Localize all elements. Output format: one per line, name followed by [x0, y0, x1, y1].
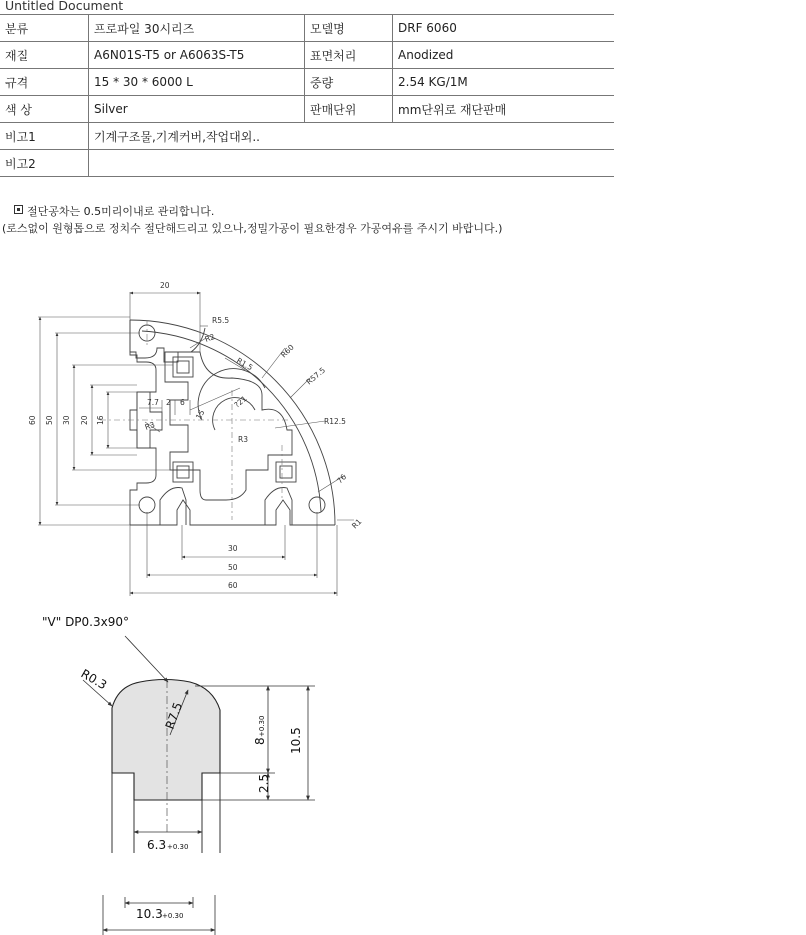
- notice-text-1: 절단공차는 0.5미리이내로 관리합니다.: [27, 205, 215, 218]
- dim-h25: 2.5: [257, 773, 271, 793]
- remark1-label: 비고1: [0, 123, 89, 150]
- remark2-label: 비고2: [0, 150, 89, 177]
- center-boss: [198, 369, 265, 420]
- remark1-value: 기계구조물,기계커버,작업대외..: [89, 123, 615, 150]
- dim-r575: R57.5: [304, 365, 328, 387]
- bottom-slot: [160, 488, 186, 526]
- dim-v16: 16: [96, 415, 105, 425]
- dim-15: 15: [193, 408, 207, 421]
- dim-b50: 50: [228, 563, 238, 572]
- dim-v30: 30: [62, 415, 71, 425]
- center-lines: [100, 320, 290, 520]
- dim-76: 76: [335, 472, 349, 486]
- profile-outer-arc: [130, 320, 335, 525]
- spec-value: 15 * 30 * 6000 L: [89, 69, 305, 96]
- dim-w103: 10.3: [136, 907, 163, 921]
- v-note: "V" DP0.3x90°: [42, 615, 129, 629]
- spec-value: A6N01S-T5 or A6063S-T5: [89, 42, 305, 69]
- corner-hole: [309, 497, 325, 513]
- corner-hole: [139, 497, 155, 513]
- spec-label: 색 상: [0, 96, 89, 123]
- spec-label: 표면처리: [305, 42, 393, 69]
- dim-w63: 6.3: [147, 838, 167, 852]
- slot-square: [276, 462, 296, 482]
- notice-text-2: (로스없이 원형톱으로 정치수 절단해드리고 있으나,정밀가공이 필요한경우 가공여유를 주시기 바랍니다.): [2, 222, 503, 235]
- dim-v60: 60: [28, 415, 37, 425]
- dim-v50: 50: [45, 415, 54, 425]
- spec-label: 모델명: [305, 15, 393, 42]
- spec-value: mm단위로 재단판매: [393, 96, 615, 123]
- slot-shape: [112, 680, 220, 801]
- slot-square-inner: [177, 361, 189, 373]
- dim-w103-tol: +0.30: [162, 912, 184, 920]
- dim-w63-tol: +0.30: [167, 843, 189, 851]
- spec-value: Silver: [89, 96, 305, 123]
- dim-r55: R5.5: [212, 316, 230, 325]
- profile-bottom-wall: [130, 500, 335, 525]
- dim-r2: R2: [203, 332, 217, 344]
- dim-r15: R1.5: [235, 355, 255, 373]
- dim-r3b: R3: [238, 435, 248, 444]
- dim-v20: 20: [80, 415, 89, 425]
- slot-square: [173, 462, 193, 482]
- dim-h8-tol: +0.30: [258, 715, 266, 737]
- spec-label: 판매단위: [305, 96, 393, 123]
- profile-drawing: [130, 320, 335, 525]
- document-title: Untitled Document: [5, 0, 124, 13]
- spec-label: 규격: [0, 69, 89, 96]
- spec-value: 2.54 KG/1M: [393, 69, 615, 96]
- dim-b30: 30: [228, 544, 238, 553]
- dim-h8: 8: [253, 737, 267, 745]
- dim-r1: R1: [350, 516, 364, 531]
- dim-r75: R7.5: [162, 700, 186, 732]
- dim-77: 7.7: [147, 398, 159, 407]
- dim-r3a: R3: [143, 420, 157, 432]
- slot-square-inner: [177, 466, 189, 478]
- dim-6: 6: [180, 398, 185, 407]
- dim-r03: R0.3: [78, 666, 110, 693]
- dim-r60: R60: [279, 342, 296, 360]
- dim-20: 20: [160, 281, 170, 290]
- spec-value: DRF 6060: [393, 15, 615, 42]
- dim-h105: 10.5: [289, 727, 303, 754]
- dim-r125: R12.5: [324, 417, 346, 426]
- spec-value: 프로파일 30시리즈: [89, 15, 305, 42]
- dim-2: 2: [166, 398, 171, 407]
- spec-label: 중량: [305, 69, 393, 96]
- slot-drawing: [42, 615, 315, 935]
- spec-value: Anodized: [393, 42, 615, 69]
- spec-label: 재질: [0, 42, 89, 69]
- dim-21: ?21: [232, 393, 249, 410]
- spec-label: 분류: [0, 15, 89, 42]
- dim-b60: 60: [228, 581, 238, 590]
